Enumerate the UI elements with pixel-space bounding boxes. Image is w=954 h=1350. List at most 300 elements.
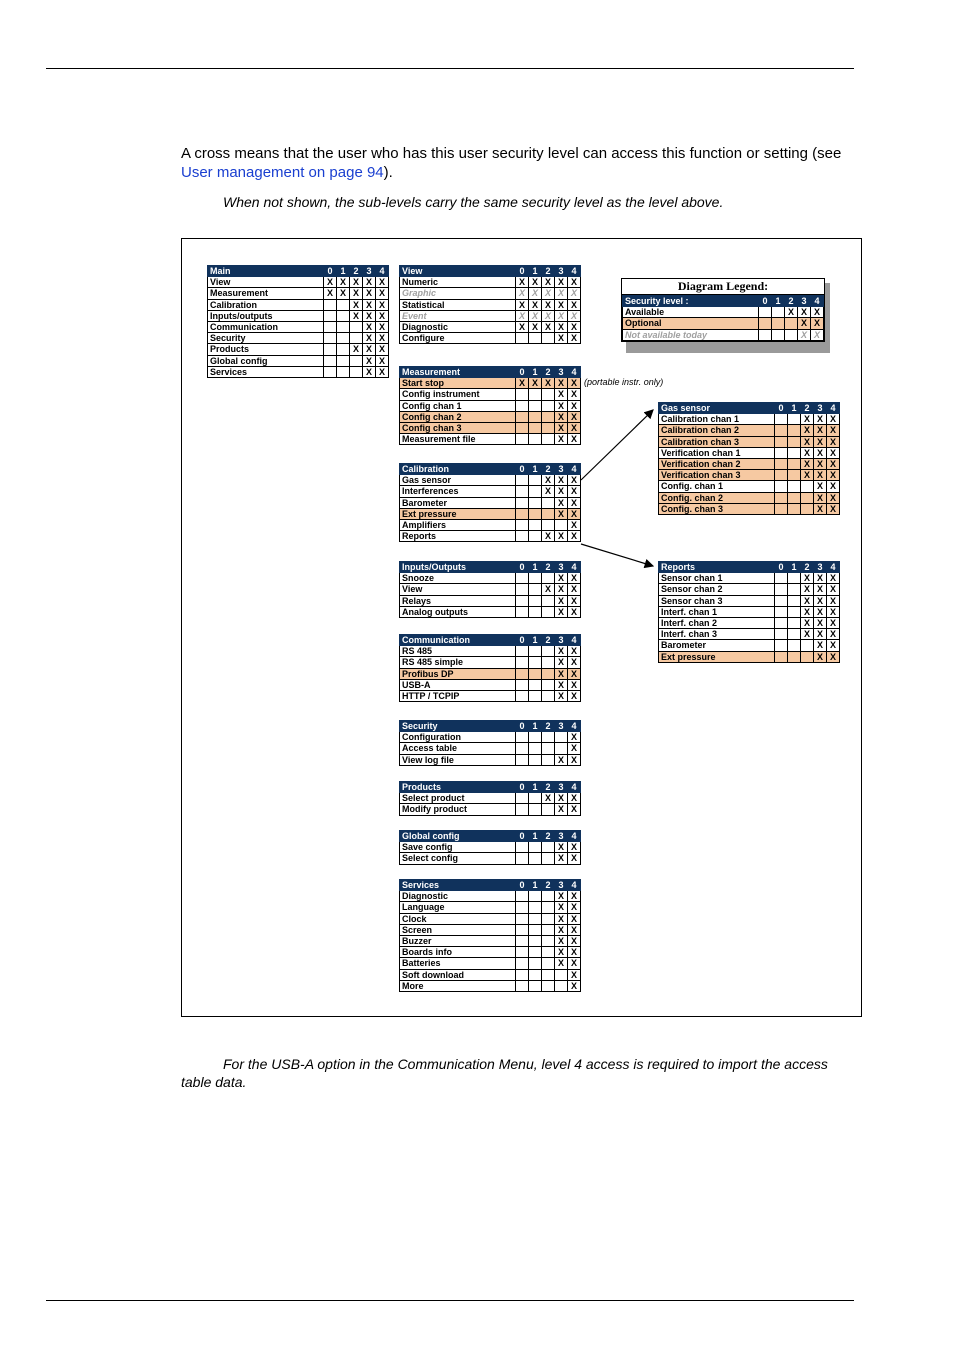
row-label: Calibration chan 2	[659, 425, 775, 436]
security-level-3: 3	[555, 721, 568, 732]
access-cell: X	[555, 411, 568, 422]
row-label: Buzzer	[400, 935, 516, 946]
access-cell: X	[801, 595, 814, 606]
calibration-level-3: 3	[555, 464, 568, 475]
row-label: View log file	[400, 754, 516, 765]
access-cell: X	[542, 531, 555, 542]
row-label: Numeric	[400, 277, 516, 288]
access-cell: X	[801, 584, 814, 595]
access-cell: X	[827, 573, 840, 584]
row-label: Screen	[400, 924, 516, 935]
access-cell: X	[568, 646, 581, 657]
access-cell: X	[827, 584, 840, 595]
row-label: RS 485	[400, 646, 516, 657]
access-cell: X	[529, 288, 542, 299]
row-label: Inputs/outputs	[208, 310, 324, 321]
access-cell: X	[350, 299, 363, 310]
calibration-title: Calibration	[400, 464, 516, 475]
access-cell: X	[350, 344, 363, 355]
access-cell: X	[350, 310, 363, 321]
access-cell: X	[801, 629, 814, 640]
access-cell: X	[568, 902, 581, 913]
access-cell: X	[568, 804, 581, 815]
access-cell: X	[801, 606, 814, 617]
row-label: Select config	[400, 853, 516, 864]
access-cell: X	[814, 470, 827, 481]
row-label: RS 485 simple	[400, 657, 516, 668]
row-label: Profibus DP	[400, 668, 516, 679]
access-cell: X	[568, 508, 581, 519]
access-cell: X	[555, 646, 568, 657]
access-cell: X	[568, 486, 581, 497]
access-cell: X	[568, 679, 581, 690]
access-cell: X	[376, 344, 389, 355]
row-label: Products	[208, 344, 324, 355]
access-cell: X	[568, 935, 581, 946]
access-cell: X	[555, 422, 568, 433]
access-cell: X	[363, 277, 376, 288]
access-cell: X	[568, 422, 581, 433]
access-cell: X	[827, 503, 840, 514]
access-cell: X	[542, 584, 555, 595]
access-cell: X	[376, 277, 389, 288]
access-cell: X	[516, 299, 529, 310]
services-level-0: 0	[516, 880, 529, 891]
access-cell: X	[827, 629, 840, 640]
gassensor-level-2: 2	[801, 403, 814, 414]
row-label: Analog outputs	[400, 606, 516, 617]
main-level-1: 1	[337, 266, 350, 277]
access-cell: X	[801, 470, 814, 481]
access-cell: X	[337, 288, 350, 299]
access-cell: X	[555, 853, 568, 864]
access-cell: X	[814, 573, 827, 584]
row-label: Save config	[400, 842, 516, 853]
access-cell: X	[568, 853, 581, 864]
row-label: Sensor chan 2	[659, 584, 775, 595]
access-cell: X	[814, 629, 827, 640]
row-label: Calibration chan 3	[659, 436, 775, 447]
row-label: Event	[400, 310, 516, 321]
access-cell: X	[568, 595, 581, 606]
access-cell: X	[363, 366, 376, 377]
access-cell: X	[555, 299, 568, 310]
access-cell: X	[529, 277, 542, 288]
globalconfig-level-0: 0	[516, 831, 529, 842]
row-label: Statistical	[400, 299, 516, 310]
access-cell: X	[568, 321, 581, 332]
reports-title: Reports	[659, 562, 775, 573]
access-cell: X	[568, 969, 581, 980]
security-level-4: 4	[568, 721, 581, 732]
calibration-level-4: 4	[568, 464, 581, 475]
access-cell: X	[827, 481, 840, 492]
access-cell: X	[555, 531, 568, 542]
gassensor-level-1: 1	[788, 403, 801, 414]
access-cell: X	[542, 277, 555, 288]
access-cell: X	[568, 378, 581, 389]
legend-level-0: 0	[759, 296, 772, 307]
view-level-4: 4	[568, 266, 581, 277]
row-label: Snooze	[400, 573, 516, 584]
measurement-level-2: 2	[542, 367, 555, 378]
row-label: Verification chan 3	[659, 470, 775, 481]
access-cell: X	[827, 617, 840, 628]
access-cell: X	[555, 389, 568, 400]
products-level-2: 2	[542, 782, 555, 793]
row-label: Graphic	[400, 288, 516, 299]
products-level-0: 0	[516, 782, 529, 793]
access-cell: X	[555, 657, 568, 668]
view-title: View	[400, 266, 516, 277]
note-bottom-text: For the USB-A option in the Communication Menu, level 4 access is required to import the access table data.	[181, 1056, 828, 1090]
access-cell: X	[324, 288, 337, 299]
reports-level-2: 2	[801, 562, 814, 573]
access-cell: X	[376, 333, 389, 344]
row-label: Config chan 2	[400, 411, 516, 422]
row-label: Sensor chan 1	[659, 573, 775, 584]
services-level-3: 3	[555, 880, 568, 891]
main-title: Main	[208, 266, 324, 277]
row-label: Interf. chan 1	[659, 606, 775, 617]
services-level-4: 4	[568, 880, 581, 891]
access-cell: X	[555, 668, 568, 679]
access-cell: X	[568, 668, 581, 679]
access-cell: X	[568, 475, 581, 486]
access-cell: X	[555, 891, 568, 902]
row-label: Optional	[623, 318, 759, 329]
access-cell: X	[827, 458, 840, 469]
access-cell: X	[568, 657, 581, 668]
arrow-gas-sensor	[581, 410, 653, 480]
access-cell: X	[827, 651, 840, 662]
products-title: Products	[400, 782, 516, 793]
products-level-1: 1	[529, 782, 542, 793]
access-cell: X	[827, 640, 840, 651]
measurement-title: Measurement	[400, 367, 516, 378]
access-cell: X	[568, 732, 581, 743]
access-cell: X	[555, 913, 568, 924]
row-label: Global config	[208, 355, 324, 366]
access-cell: X	[568, 333, 581, 344]
access-cell: X	[801, 414, 814, 425]
access-cell: X	[801, 458, 814, 469]
row-label: Reports	[400, 531, 516, 542]
access-cell: X	[363, 321, 376, 332]
access-cell: X	[542, 378, 555, 389]
row-label: Not available today	[623, 329, 759, 340]
row-label: HTTP / TCPIP	[400, 690, 516, 701]
calibration-level-0: 0	[516, 464, 529, 475]
access-cell: X	[568, 690, 581, 701]
access-cell: X	[350, 277, 363, 288]
access-cell: X	[568, 277, 581, 288]
legend-level-4: 4	[811, 296, 824, 307]
access-cell: X	[568, 389, 581, 400]
access-cell: X	[555, 606, 568, 617]
access-cell: X	[529, 310, 542, 321]
access-cell: X	[801, 436, 814, 447]
row-label: Available	[623, 307, 759, 318]
inputs-level-4: 4	[568, 562, 581, 573]
inputs-level-1: 1	[529, 562, 542, 573]
access-cell: X	[542, 299, 555, 310]
access-cell: X	[363, 333, 376, 344]
access-cell: X	[801, 447, 814, 458]
main-level-0: 0	[324, 266, 337, 277]
access-cell: X	[516, 288, 529, 299]
row-label: Config chan 1	[400, 400, 516, 411]
access-cell: X	[376, 288, 389, 299]
access-cell: X	[568, 400, 581, 411]
access-cell: X	[555, 679, 568, 690]
inputs-level-2: 2	[542, 562, 555, 573]
calibration-level-2: 2	[542, 464, 555, 475]
access-cell: X	[568, 573, 581, 584]
inputs-level-0: 0	[516, 562, 529, 573]
row-label: Calibration	[208, 299, 324, 310]
row-label: Verification chan 1	[659, 447, 775, 458]
access-cell: X	[516, 277, 529, 288]
reports-level-4: 4	[827, 562, 840, 573]
access-cell: X	[814, 651, 827, 662]
row-label: Interferences	[400, 486, 516, 497]
row-label: Communication	[208, 321, 324, 332]
access-cell: X	[568, 310, 581, 321]
row-label: Barometer	[400, 497, 516, 508]
security-level-2: 2	[542, 721, 555, 732]
access-cell: X	[568, 288, 581, 299]
access-cell: X	[814, 595, 827, 606]
access-cell: X	[811, 329, 824, 340]
access-cell: X	[801, 573, 814, 584]
row-label: Config instrument	[400, 389, 516, 400]
security-level-0: 0	[516, 721, 529, 732]
access-cell: X	[568, 606, 581, 617]
access-cell: X	[555, 321, 568, 332]
communication-level-0: 0	[516, 635, 529, 646]
communication-level-2: 2	[542, 635, 555, 646]
access-cell: X	[542, 486, 555, 497]
access-cell: X	[827, 606, 840, 617]
access-cell: X	[529, 321, 542, 332]
access-cell: X	[516, 378, 529, 389]
access-cell: X	[827, 414, 840, 425]
row-label: Diagnostic	[400, 321, 516, 332]
row-label: Batteries	[400, 958, 516, 969]
main-level-4: 4	[376, 266, 389, 277]
access-cell: X	[798, 307, 811, 318]
row-label: Diagnostic	[400, 891, 516, 902]
row-label: Sensor chan 3	[659, 595, 775, 606]
view-level-0: 0	[516, 266, 529, 277]
note-top: When not shown, the sub-levels carry the same security level as the level above.	[223, 194, 724, 210]
row-label: Access table	[400, 743, 516, 754]
row-label: Measurement file	[400, 434, 516, 445]
row-label: USB-A	[400, 679, 516, 690]
access-cell: X	[814, 425, 827, 436]
access-cell: X	[568, 924, 581, 935]
row-label: Language	[400, 902, 516, 913]
access-cell: X	[568, 891, 581, 902]
row-label: Ext pressure	[400, 508, 516, 519]
row-label: View	[400, 584, 516, 595]
communication-level-1: 1	[529, 635, 542, 646]
row-label: Config chan 3	[400, 422, 516, 433]
access-cell: X	[555, 924, 568, 935]
row-label: Boards info	[400, 947, 516, 958]
access-cell: X	[555, 497, 568, 508]
access-cell: X	[827, 492, 840, 503]
row-label: Ext pressure	[659, 651, 775, 662]
access-cell: X	[324, 277, 337, 288]
row-label: More	[400, 980, 516, 991]
access-cell: X	[376, 310, 389, 321]
inputs-level-3: 3	[555, 562, 568, 573]
access-cell: X	[529, 378, 542, 389]
access-cell: X	[568, 958, 581, 969]
access-cell: X	[568, 980, 581, 991]
access-cell: X	[363, 355, 376, 366]
access-cell: X	[568, 947, 581, 958]
access-cell: X	[814, 414, 827, 425]
access-cell: X	[529, 299, 542, 310]
row-label: Interf. chan 2	[659, 617, 775, 628]
access-cell: X	[568, 531, 581, 542]
gassensor-title: Gas sensor	[659, 403, 775, 414]
row-label: Calibration chan 1	[659, 414, 775, 425]
row-label: Measurement	[208, 288, 324, 299]
access-cell: X	[568, 793, 581, 804]
access-cell: X	[376, 366, 389, 377]
row-label: Configure	[400, 333, 516, 344]
row-label: Config. chan 1	[659, 481, 775, 492]
row-label: Security	[208, 333, 324, 344]
access-cell: X	[555, 333, 568, 344]
access-cell: X	[555, 935, 568, 946]
access-cell: X	[568, 842, 581, 853]
row-label: Config. chan 3	[659, 503, 775, 514]
access-cell: X	[555, 754, 568, 765]
communication-title: Communication	[400, 635, 516, 646]
row-label: Select product	[400, 793, 516, 804]
bottom-rule	[46, 1300, 854, 1301]
access-cell: X	[785, 307, 798, 318]
access-cell: X	[555, 573, 568, 584]
access-cell: X	[814, 458, 827, 469]
communication-level-3: 3	[555, 635, 568, 646]
row-label: Interf. chan 3	[659, 629, 775, 640]
access-cell: X	[555, 947, 568, 958]
access-cell: X	[542, 321, 555, 332]
row-label: Gas sensor	[400, 475, 516, 486]
security-level-1: 1	[529, 721, 542, 732]
access-cell: X	[568, 584, 581, 595]
globalconfig-level-3: 3	[555, 831, 568, 842]
intro-text-end: ).	[383, 164, 393, 181]
access-cell: X	[555, 793, 568, 804]
access-cell: X	[555, 958, 568, 969]
measurement-level-4: 4	[568, 367, 581, 378]
access-cell: X	[542, 793, 555, 804]
measurement-level-1: 1	[529, 367, 542, 378]
access-cell: X	[827, 447, 840, 458]
access-cell: X	[363, 310, 376, 321]
arrow-reports	[581, 544, 653, 566]
access-cell: X	[568, 434, 581, 445]
view-level-2: 2	[542, 266, 555, 277]
access-cell: X	[568, 411, 581, 422]
legend-title: Security level :	[623, 296, 759, 307]
row-label: Relays	[400, 595, 516, 606]
access-cell: X	[798, 318, 811, 329]
note-bottom	[181, 1055, 853, 1091]
intro-text: A cross means that the user who has this user security level can access this function or setting (see	[181, 145, 842, 162]
globalconfig-level-4: 4	[568, 831, 581, 842]
reports-level-1: 1	[788, 562, 801, 573]
access-cell: X	[814, 606, 827, 617]
row-label: Verification chan 2	[659, 458, 775, 469]
access-cell: X	[542, 310, 555, 321]
globalconfig-level-1: 1	[529, 831, 542, 842]
access-cell: X	[516, 321, 529, 332]
access-cell: X	[555, 804, 568, 815]
access-cell: X	[827, 425, 840, 436]
access-cell: X	[376, 299, 389, 310]
row-label: Clock	[400, 913, 516, 924]
communication-level-4: 4	[568, 635, 581, 646]
access-cell: X	[555, 310, 568, 321]
access-cell: X	[814, 436, 827, 447]
globalconfig-level-2: 2	[542, 831, 555, 842]
access-cell: X	[555, 475, 568, 486]
access-cell: X	[568, 913, 581, 924]
measurement-level-3: 3	[555, 367, 568, 378]
access-cell: X	[801, 425, 814, 436]
access-cell: X	[827, 595, 840, 606]
access-cell: X	[350, 288, 363, 299]
gassensor-level-3: 3	[814, 403, 827, 414]
access-cell: X	[555, 508, 568, 519]
services-level-1: 1	[529, 880, 542, 891]
security-title: Security	[400, 721, 516, 732]
legend-level-3: 3	[798, 296, 811, 307]
row-label: Barometer	[659, 640, 775, 651]
row-label: Amplifiers	[400, 519, 516, 530]
user-management-link[interactable]: User management on page 94	[181, 164, 384, 181]
reports-level-0: 0	[775, 562, 788, 573]
access-cell: X	[555, 595, 568, 606]
row-label: Services	[208, 366, 324, 377]
access-cell: X	[814, 481, 827, 492]
access-cell: X	[568, 497, 581, 508]
gassensor-level-0: 0	[775, 403, 788, 414]
row-label: Start stop	[400, 378, 516, 389]
access-cell: X	[568, 754, 581, 765]
access-cell: X	[555, 434, 568, 445]
access-cell: X	[811, 307, 824, 318]
calibration-level-1: 1	[529, 464, 542, 475]
inputs-title: Inputs/Outputs	[400, 562, 516, 573]
access-cell: X	[568, 299, 581, 310]
gassensor-level-4: 4	[827, 403, 840, 414]
view-level-1: 1	[529, 266, 542, 277]
access-cell: X	[555, 690, 568, 701]
access-cell: X	[376, 321, 389, 332]
services-title: Services	[400, 880, 516, 891]
products-level-3: 3	[555, 782, 568, 793]
measurement-level-0: 0	[516, 367, 529, 378]
